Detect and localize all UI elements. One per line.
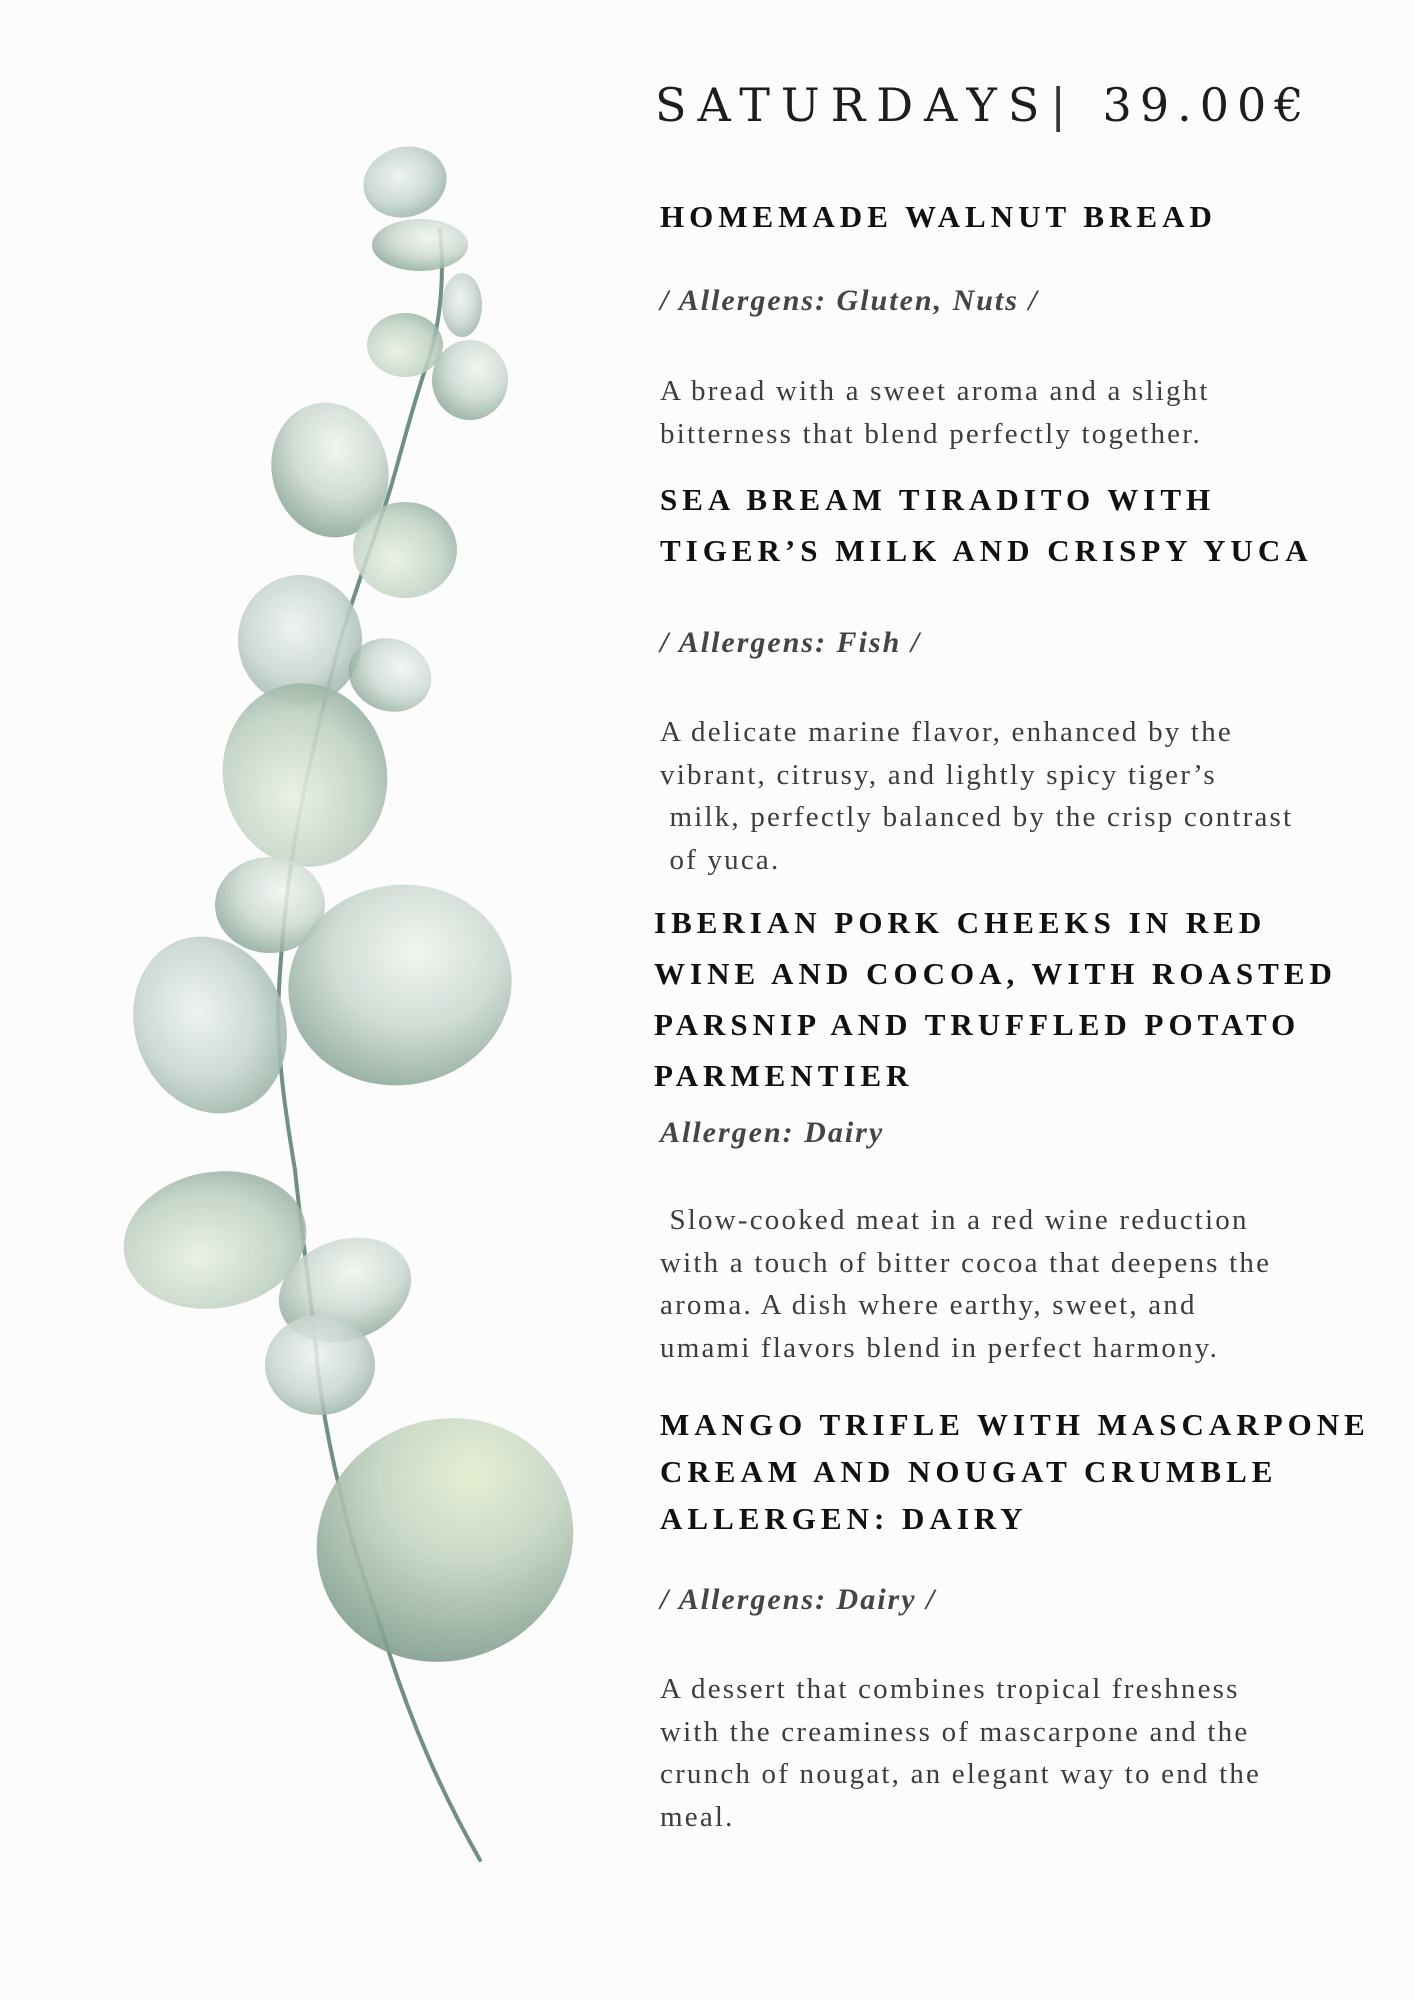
eucalyptus-branch-icon (100, 130, 600, 1890)
menu-price: 39.00€ (1102, 78, 1312, 132)
course-description: A bread with a sweet aroma and a slight bitterness that blend perfectly together. (660, 375, 1210, 450)
course-allergens: / Allergens: Dairy / (660, 1583, 937, 1616)
menu-day: SATURDAYS (655, 78, 1051, 132)
course-allergens: / Allergens: Gluten, Nuts / (660, 284, 1039, 317)
course-name: MANGO TRIFLE WITH MASCARPONE CREAM AND NOUGAT CRUMBLE ALLERGEN: DAIRY (660, 1407, 1370, 1536)
page-title (655, 78, 1312, 132)
course-description: Slow-cooked meat in a red wine reduction with a touch of bitter cocoa that deepens the aroma. A dish where earthy, sweet, and umami flavors blend in perfect harmony. (660, 1204, 1272, 1364)
course-name: SEA BREAM TIRADITO WITH TIGER’S MILK AND CRISPY YUCA (660, 482, 1313, 568)
course-name: HOMEMADE WALNUT BREAD (660, 199, 1217, 234)
course-name: IBERIAN PORK CHEEKS IN RED WINE AND COCOA, WITH ROASTED PARSNIP AND TRUFFLED POTATO PARMENTIER (654, 905, 1337, 1093)
course-allergens: Allergen: Dairy (660, 1116, 885, 1149)
course-description: A delicate marine flavor, enhanced by the vibrant, citrusy, and lightly spicy tiger’s milk, perfectly balanced by the crisp contrast of yuca. (660, 716, 1294, 876)
course-description: A dessert that combines tropical freshness with the creaminess of mascarpone and the crunch of nougat, an elegant way to end the meal. (660, 1673, 1262, 1833)
title-separator: | (1050, 78, 1077, 132)
course-allergens: / Allergens: Fish / (660, 626, 922, 659)
